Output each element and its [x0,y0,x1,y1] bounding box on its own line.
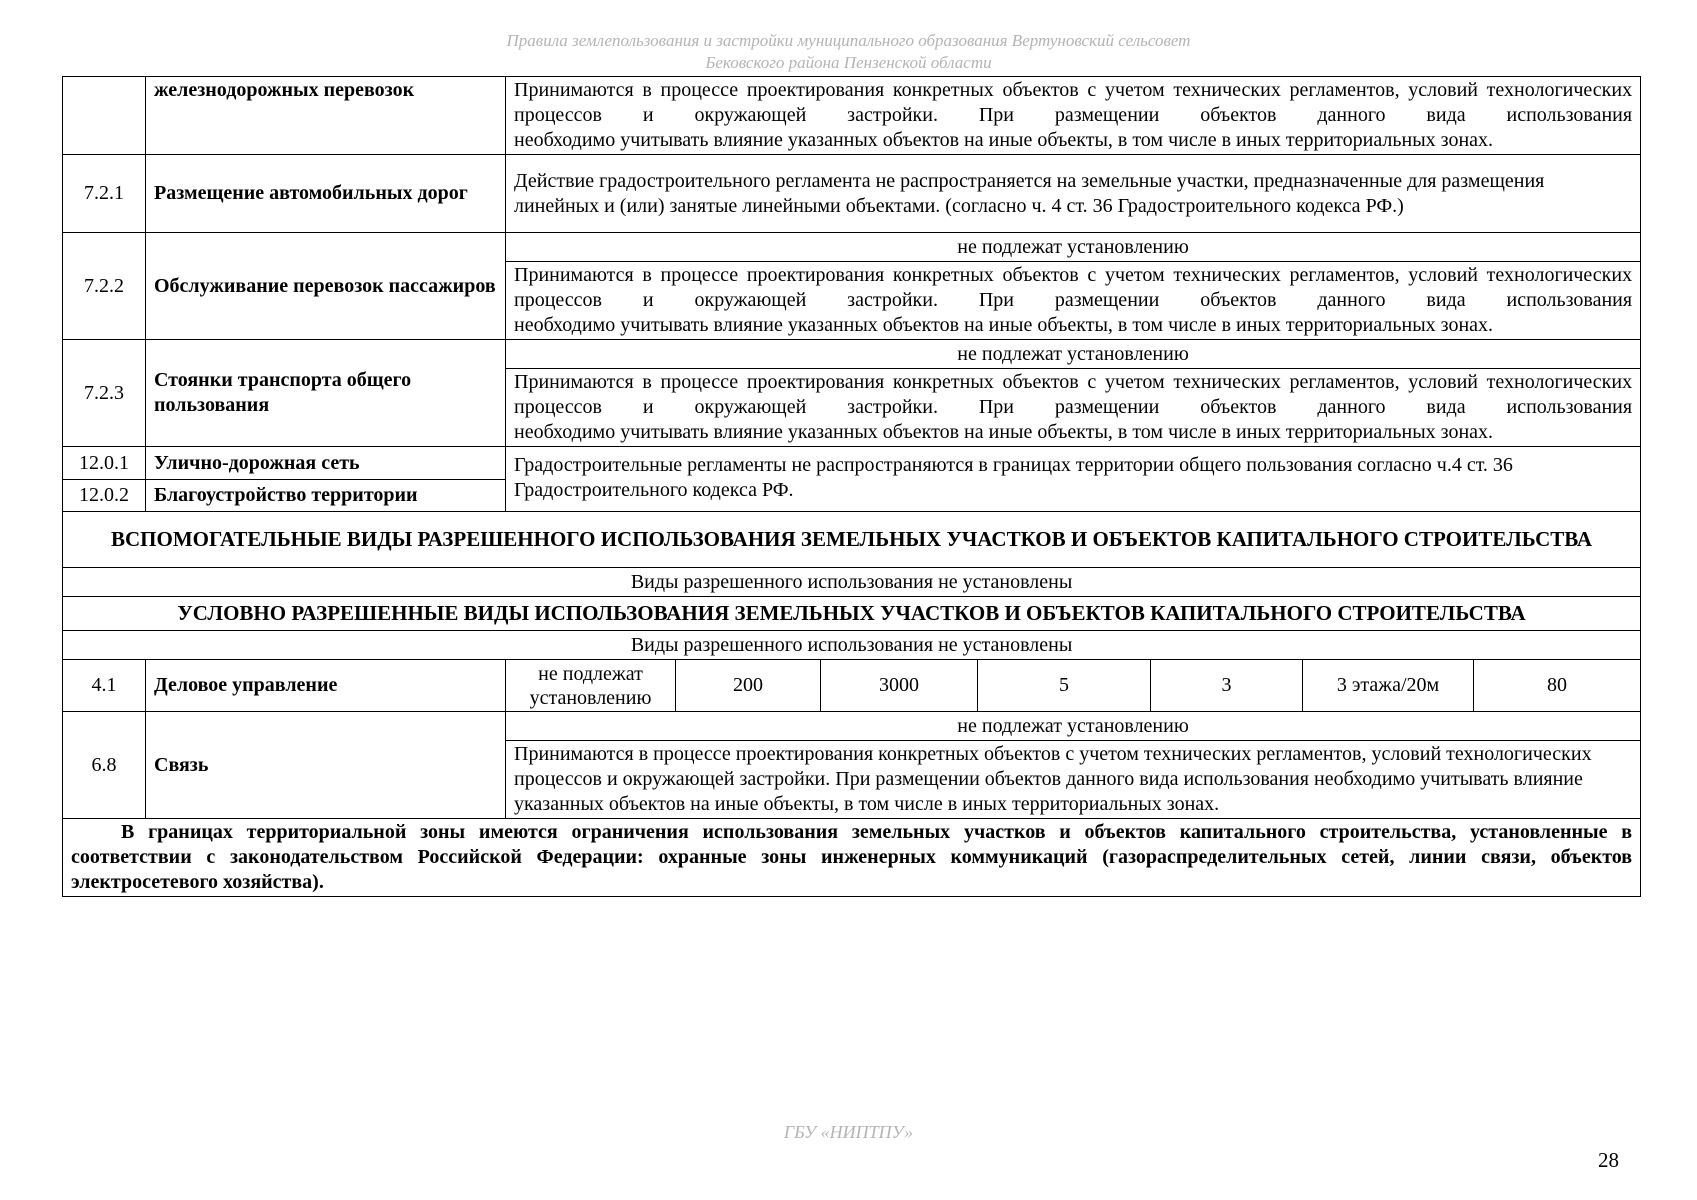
section-row [63,631,1641,660]
name-cell: Улично-дорожная сеть [146,447,506,480]
code-cell: 4.1 [63,660,146,712]
name-cell: Деловое управление [146,660,506,712]
name-cell: Благоустройство территории [146,480,506,512]
description-cell: Градостроительные регламенты не распространяются в границах территории общего пользования согласно ч.4 ст. 36 Градостроительного кодекса РФ. [506,447,1641,512]
section-heading: УСЛОВНО РАЗРЕШЕННЫЕ ВИДЫ ИСПОЛЬЗОВАНИЯ ЗЕМЕЛЬНЫХ УЧАСТКОВ И ОБЪЕКТОВ КАПИТАЛЬНОГО СТРОИТЕЛЬСТВА [63,597,1641,631]
param-cell: 5 [978,660,1151,712]
table-row [63,660,1641,712]
code-cell: 12.0.2 [63,480,146,512]
code-cell [63,77,146,155]
table-row [63,712,1641,741]
description-cell: Принимаются в процессе проектирования конкретных объектов с учетом технических регламентов, условий технологических процессов и окружающей застройки. При размещении объектов данного вида использования необходимо учитывать влияние указанных объектов на иные объекты, в том числе в иных территориальных зонах. [506,741,1641,819]
page-number: 28 [1598,1148,1619,1172]
description-cell: Действие градостроительного регламента не распространяется на земельные участки, предназначенные для размещения линейных и (или) занятые линейными объектами. (согласно ч. 4 ст. 36 Градостроительного кодекса РФ.) [506,155,1641,233]
section-heading: ВСПОМОГАТЕЛЬНЫЕ ВИДЫ РАЗРЕШЕННОГО ИСПОЛЬЗОВАНИЯ ЗЕМЕЛЬНЫХ УЧАСТКОВ И ОБЪЕКТОВ КАПИТАЛЬНОГО СТРОИТЕЛЬСТВА [63,512,1641,568]
description-cell: Принимаются в процессе проектирования конкретных объектов с учетом технических регламентов, условий технологических процессов и окружающей застройки. При размещении объектов данного вида использования необходимо учитывать влияние указанных объектов на иные объекты, в том числе в иных территориальных зонах. [506,369,1641,447]
section-row [63,512,1641,568]
name-cell: Стоянки транспорта общего пользования [146,340,506,447]
param-cell: не подлежат установлению [506,660,676,712]
code-cell: 12.0.1 [63,447,146,480]
table-row [63,155,1641,233]
regulations-table [62,76,1641,897]
code-cell: 6.8 [63,712,146,819]
description-cell: Принимаются в процессе проектирования конкретных объектов с учетом технических регламентов, условий технологических процессов и окружающей застройки. При размещении объектов данного вида использования необходимо учитывать влияние указанных объектов на иные объекты, в том числе в иных территориальных зонах. [506,77,1641,155]
table-row [63,447,1641,480]
section-row [63,597,1641,631]
name-cell: железнодорожных перевозок [146,77,506,155]
code-cell: 7.2.3 [63,340,146,447]
param-cell: 3000 [821,660,978,712]
param-cell: 80 [1474,660,1641,712]
section-note: Виды разрешенного использования не установлены [63,568,1641,597]
param-cell: 3 [1151,660,1303,712]
not-established-cell: не подлежат установлению [506,712,1641,741]
code-cell: 7.2.1 [63,155,146,233]
name-cell: Размещение автомобильных дорог [146,155,506,233]
name-cell: Обслуживание перевозок пассажиров [146,233,506,340]
name-cell: Связь [146,712,506,819]
param-cell: 3 этажа/20м [1303,660,1474,712]
table-row [63,233,1641,262]
note-row [63,819,1641,897]
header-line-1: Правила землепользования и застройки муниципального образования Вертуновский сельсовет [506,31,1191,50]
table-row [63,340,1641,369]
page-footer: ГБУ «НИПТПУ» [783,1122,914,1142]
section-row [63,568,1641,597]
header-line-2: Бековского района Пензенской области [705,53,992,72]
table-row [63,77,1641,155]
section-note: Виды разрешенного использования не установлены [63,631,1641,660]
not-established-cell: не подлежат установлению [506,340,1641,369]
param-cell: 200 [676,660,821,712]
page-header [0,30,1697,74]
description-cell: Принимаются в процессе проектирования конкретных объектов с учетом технических регламентов, условий технологических процессов и окружающей застройки. При размещении объектов данного вида использования необходимо учитывать влияние указанных объектов на иные объекты, в том числе в иных территориальных зонах. [506,262,1641,340]
not-established-cell: не подлежат установлению [506,233,1641,262]
code-cell: 7.2.2 [63,233,146,340]
restrictions-note: В границах территориальной зоны имеются ограничения использования земельных участков и объектов капитального строительства, установленные в соответствии с законодательством Российской Федерации: охранные зоны инженерных коммуникаций (газораспределительных сетей, линии связи, объектов электросетевого хозяйства). [63,819,1641,897]
